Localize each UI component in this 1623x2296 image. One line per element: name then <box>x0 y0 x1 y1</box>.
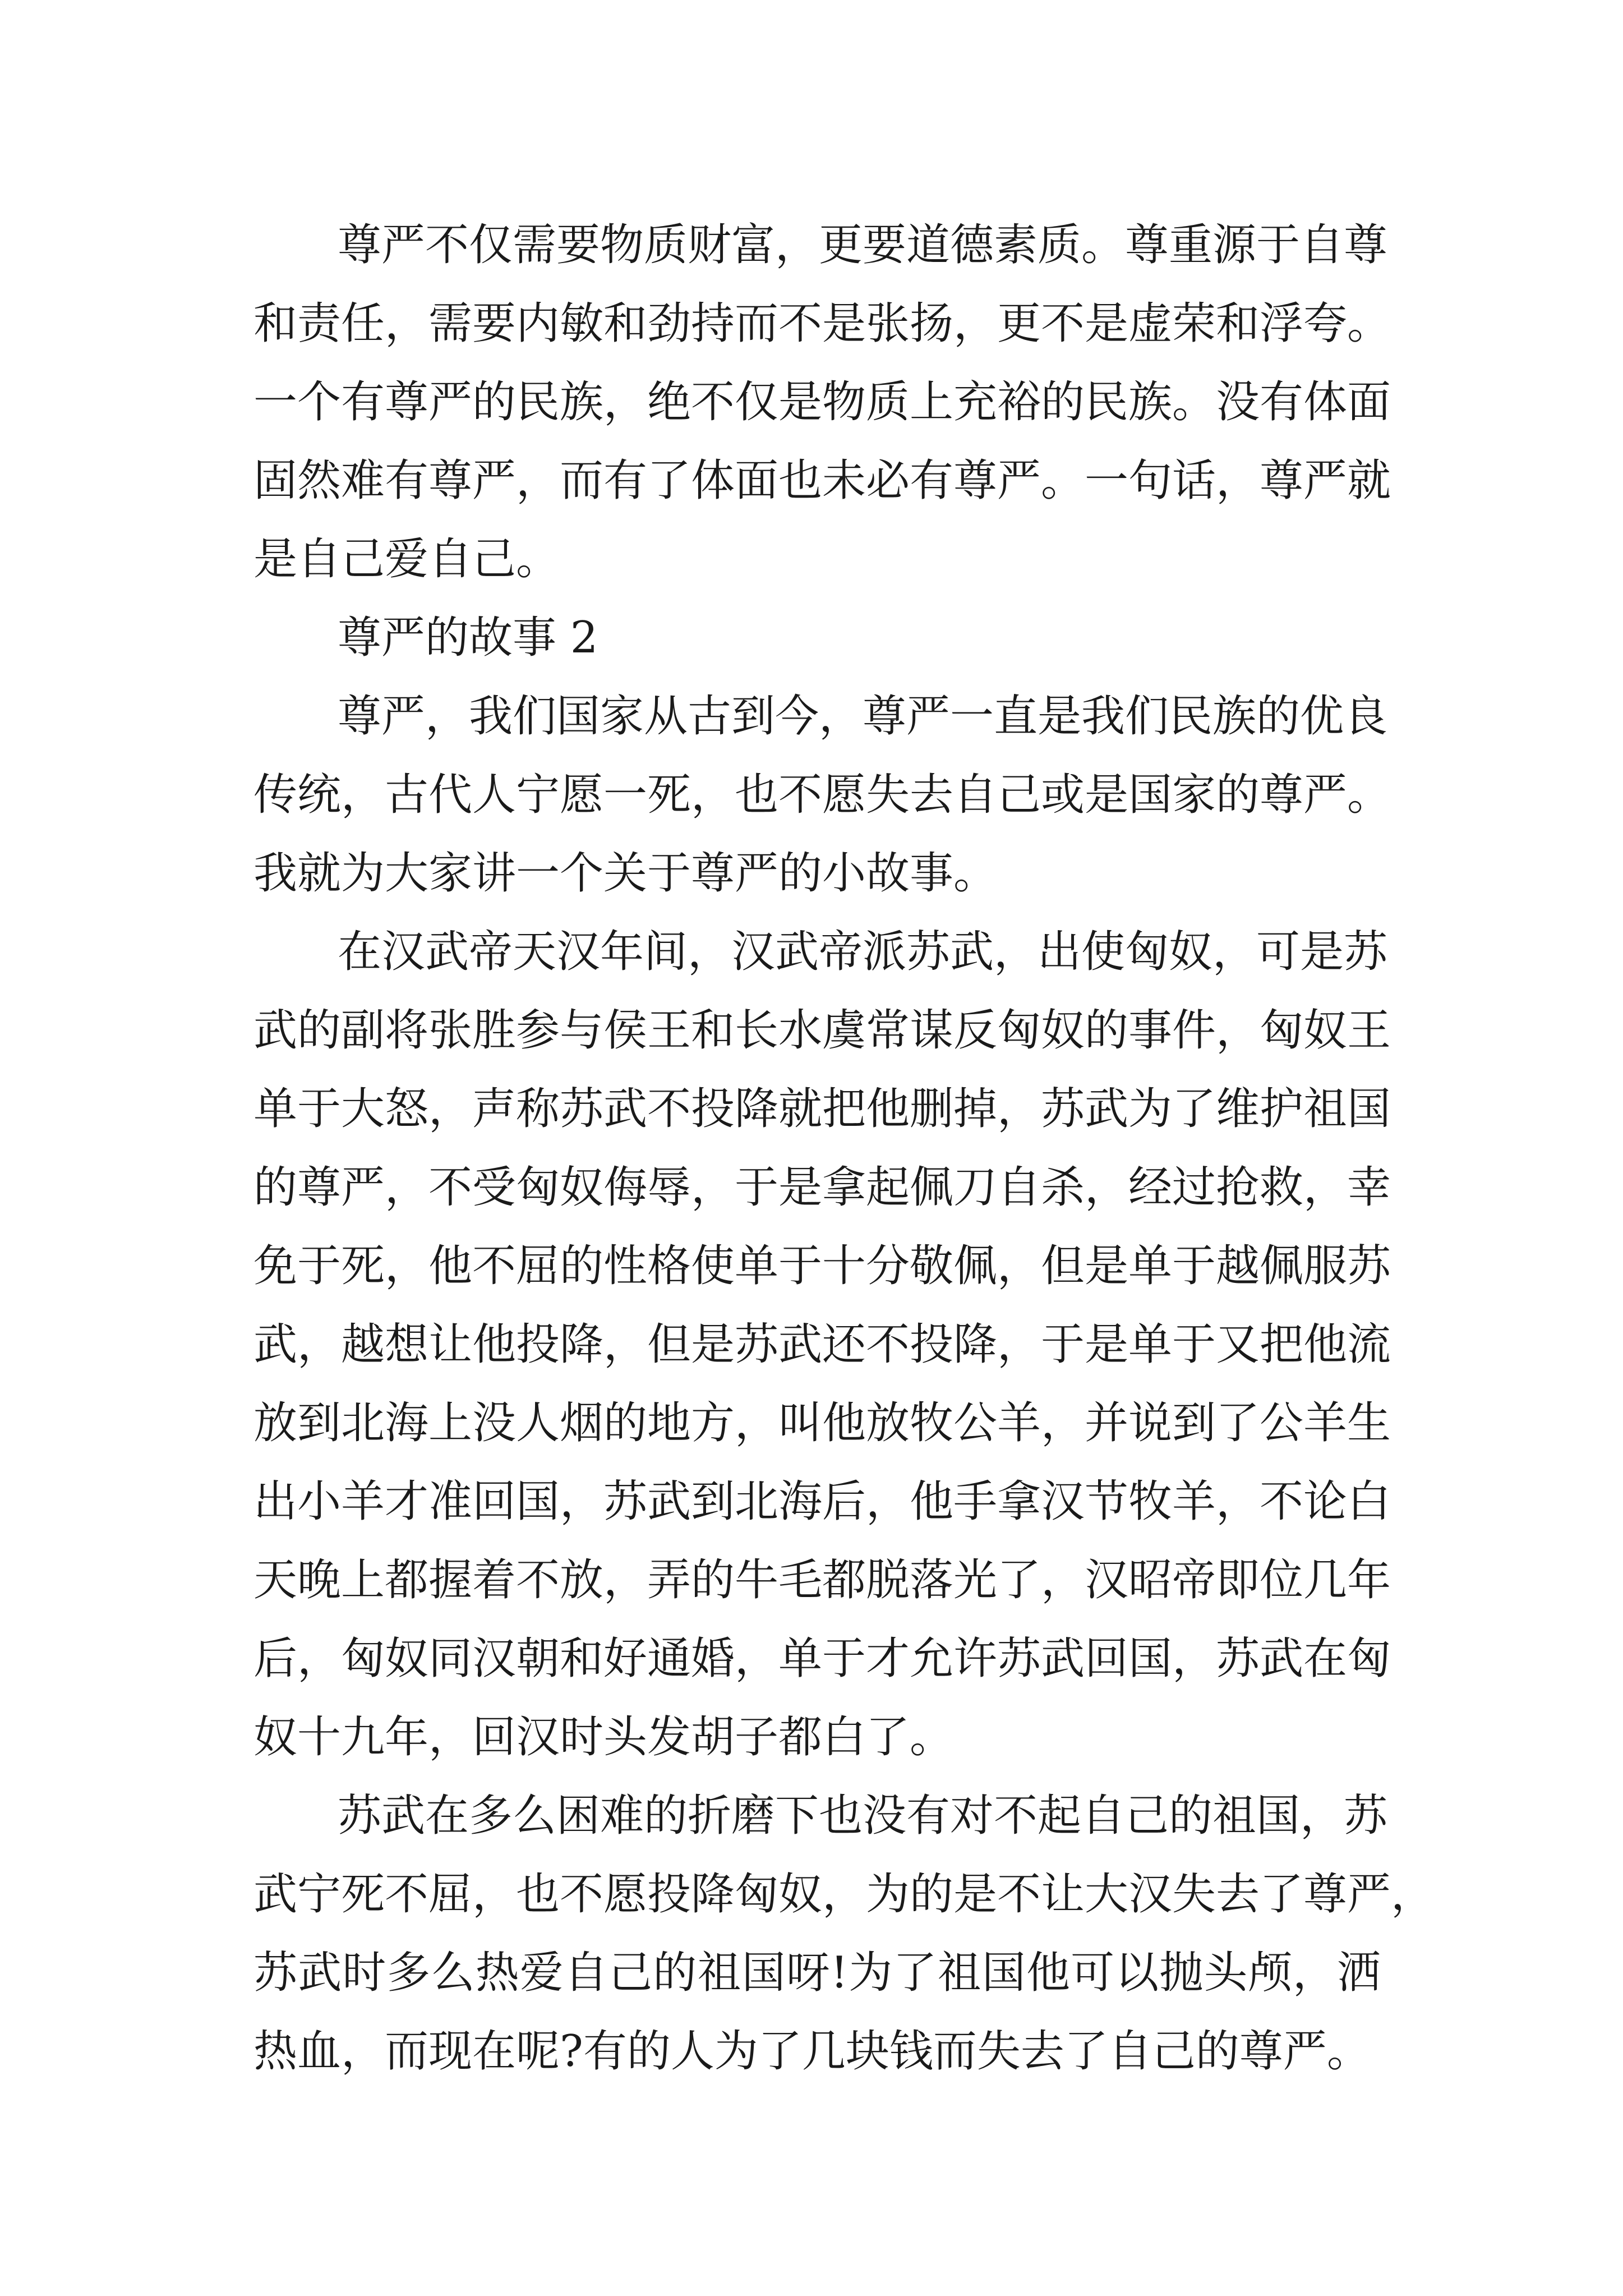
paragraph-line: 后，匈奴同汉朝和好通婚，单于才允许苏武回国，苏武在匈 <box>253 1634 1391 1684</box>
paragraph-line: 武，越想让他投降，但是苏武还不投降，于是单于又把他流 <box>253 1319 1391 1370</box>
section-heading: 尊严的故事 2 <box>338 613 598 663</box>
paragraph-line: 武宁死不屈，也不愿投降匈奴，为的是不让大汉失去了尊严， <box>253 1869 1435 1920</box>
paragraph-line: 武的副将张胜参与侯王和长水虞常谋反匈奴的事件，匈奴王 <box>253 1005 1391 1056</box>
paragraph-line: 苏武时多么热爱自己的祖国呀!为了祖国他可以抛头颅，洒 <box>253 1948 1381 1998</box>
paragraph-line: 传统，古代人宁愿一死，也不愿失去自己或是国家的尊严。 <box>253 770 1391 820</box>
paragraph-line: 出小羊才准回国，苏武到北海后，他手拿汉节牧羊，不论白 <box>253 1476 1391 1527</box>
paragraph-line: 是自己爱自己。 <box>253 534 560 585</box>
paragraph-line: 一个有尊严的民族，绝不仅是物质上充裕的民族。没有体面 <box>253 377 1391 427</box>
paragraph-line: 在汉武帝天汉年间，汉武帝派苏武，出使匈奴，可是苏 <box>338 927 1388 977</box>
paragraph-line: 尊严，我们国家从古到今，尊严一直是我们民族的优良 <box>338 691 1388 742</box>
paragraph-line: 苏武在多么困难的折磨下也没有对不起自己的祖国，苏 <box>338 1791 1388 1841</box>
paragraph-line: 放到北海上没人烟的地方，叫他放牧公羊，并说到了公羊生 <box>253 1398 1391 1448</box>
paragraph-line: 尊严不仅需要物质财富，更要道德素质。尊重源于自尊 <box>338 220 1388 270</box>
paragraph-line: 免于死，他不屈的性格使单于十分敬佩，但是单于越佩服苏 <box>253 1241 1391 1291</box>
paragraph-line: 单于大怒，声称苏武不投降就把他删掉，苏武为了维护祖国 <box>253 1084 1391 1134</box>
paragraph-line: 天晚上都握着不放，弄的牛毛都脱落光了，汉昭帝即位几年 <box>253 1555 1391 1605</box>
paragraph-line: 奴十九年，回汉时头发胡子都白了。 <box>253 1712 954 1763</box>
paragraph-line: 热血，而现在呢?有的人为了几块钱而失去了自己的尊严。 <box>253 2026 1371 2077</box>
paragraph-line: 和责任，需要内敏和劲持而不是张扬，更不是虚荣和浮夸。 <box>253 298 1391 349</box>
paragraph-line: 我就为大家讲一个关于尊严的小故事。 <box>253 848 998 899</box>
paragraph-line: 固然难有尊严，而有了体面也未必有尊严。一句话，尊严就 <box>253 455 1391 506</box>
paragraph-line: 的尊严，不受匈奴侮辱，于是拿起佩刀自杀，经过抢救，幸 <box>253 1162 1391 1213</box>
